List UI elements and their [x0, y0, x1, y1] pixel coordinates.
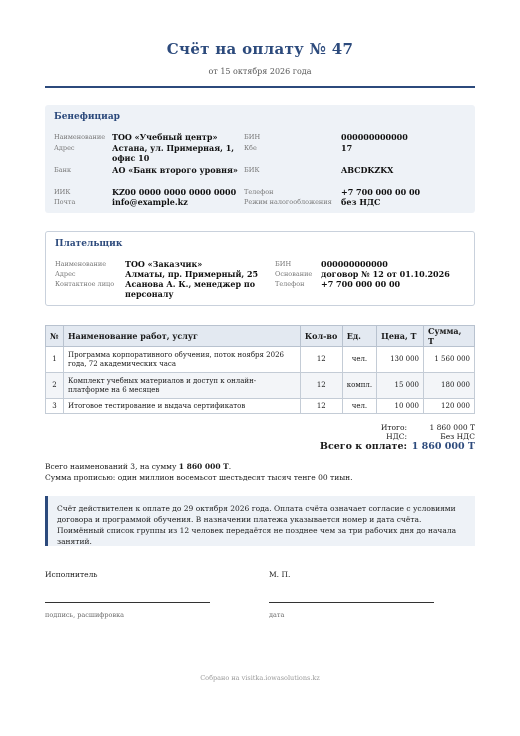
payer-phone: +7 700 000 00 00 — [321, 279, 401, 289]
beneficiary-bik: ABCDKZKX — [341, 165, 394, 175]
beneficiary-panel: Бенефициар Наименование ТОО «Учебный центр» Адрес Астана, ул. Примерная, 1, офис 10 Банк АО «Банк второго уровня» ИИК KZ00 0000 0000 0000 0000 Почта info@example.kz БИН 000000000000 Кбе 17 БИК ABCDKZKX Телефон +7 700 000 00 00 Режим налогообложения без НДС — [45, 105, 475, 213]
payer-bin: 000000000000 — [321, 259, 388, 269]
stamp-label: М. П. — [269, 570, 291, 579]
items-table — [45, 325, 475, 414]
executor-signature-line — [45, 602, 210, 603]
executor-label: Исполнитель — [45, 570, 98, 579]
signature-caption: подпись, расшифровка — [45, 611, 125, 619]
beneficiary-email: info@example.kz — [112, 197, 188, 207]
payer-basis: договор № 12 от 01.10.2026 — [321, 269, 450, 279]
table-row: 2 Комплект учебных материалов и доступ к онлайн-платформе на 6 месяцев 12 компл. 15 000 180 000 — [46, 373, 475, 399]
amount-in-words: Сумма прописью: один миллион восемьсот шестьдесят тысяч тенге 00 тиын. — [45, 473, 353, 482]
beneficiary-iik: KZ00 0000 0000 0000 0000 — [112, 187, 237, 197]
payer-name: ТОО «Заказчик» — [125, 259, 203, 269]
col-unit: Ед. — [342, 326, 376, 347]
beneficiary-tax-regime: без НДС — [341, 197, 381, 207]
col-quantity: Кол-во — [300, 326, 342, 347]
table-header-row — [46, 326, 475, 347]
title-divider — [45, 86, 475, 88]
invoice-date: от 15 октября 2026 года — [208, 67, 312, 76]
col-description: Наименование работ, услуг — [63, 326, 300, 347]
table-row: 1 Программа корпоративного обучения, поток ноября 2026 года, 72 академических часа 12 чел. 130 000 1 560 000 — [46, 347, 475, 373]
items-count-line: Всего наименований 3, на сумму 1 860 000 Т. — [45, 462, 232, 471]
payer-contact: Асанова А. К., менеджер по персоналу — [125, 279, 256, 299]
beneficiary-phone: +7 700 000 00 00 — [341, 187, 421, 197]
invoice-title: Счёт на оплату № 47 — [166, 40, 354, 58]
table-row: 3 Итоговое тестирование и выдача сертификатов 12 чел. 10 000 120 000 — [46, 399, 475, 414]
date-signature-line — [269, 602, 434, 603]
col-number: № — [46, 326, 64, 347]
payer-title: Плательщик — [55, 239, 123, 249]
beneficiary-bin: 000000000000 — [341, 132, 408, 142]
beneficiary-address: Астана, ул. Примерная, 1, офис 10 — [112, 143, 235, 163]
footer-credit: Собрано на visitka.iowasolutions.kz — [200, 674, 320, 682]
beneficiary-kbe: 17 — [341, 143, 353, 153]
payer-panel: Плательщик Наименование ТОО «Заказчик» Адрес Алматы, пр. Примерный, 25 Контактное лицо Асанова А. К., менеджер по персоналу БИН 000000000000 Основание договор № 12 от 01.10.2026 Телефон +7 700 000 00 00 — [45, 231, 475, 306]
col-price: Цена, Т — [377, 326, 424, 347]
col-amount: Сумма, Т — [424, 326, 475, 347]
payment-note: Счёт действителен к оплате до 29 октября 2026 года. Оплата счёта означает согласие с условиями договора и программой обучения. В назначении платежа указывается номер и дата счёта. Поимённый список группы из 12 человек передаётся не позднее чем за три рабочих дня до начала занятий. — [45, 496, 475, 546]
date-caption: дата — [269, 611, 285, 619]
payer-address: Алматы, пр. Примерный, 25 — [125, 269, 259, 279]
beneficiary-bank: АО «Банк второго уровня» — [112, 165, 238, 175]
beneficiary-title: Бенефициар — [54, 112, 120, 122]
beneficiary-name: ТОО «Учебный центр» — [112, 132, 218, 142]
grand-total-value: 1 860 000 Т — [411, 441, 475, 452]
